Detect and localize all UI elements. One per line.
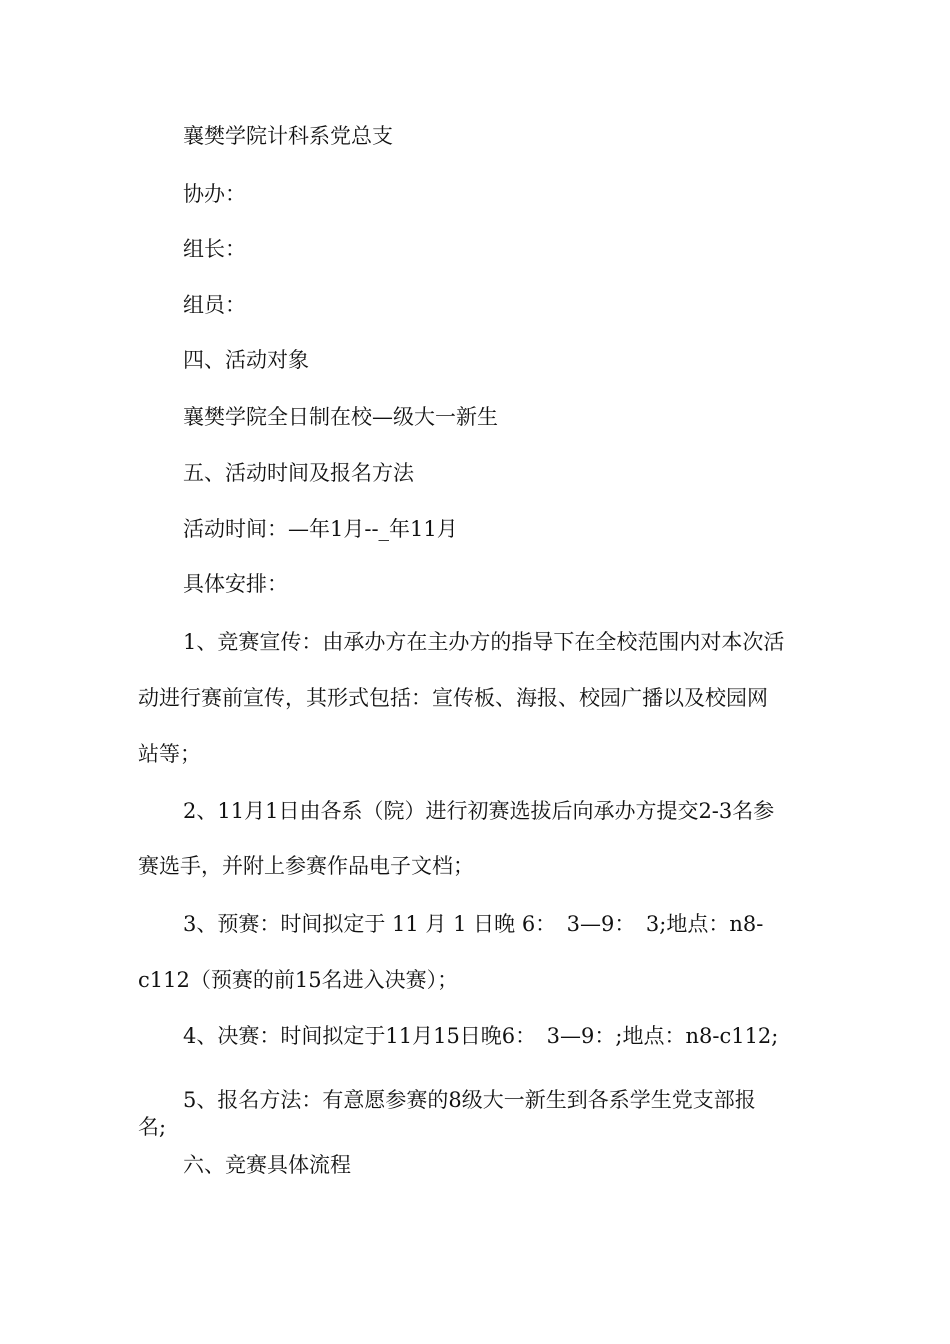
group-leader-line: 组长：	[183, 237, 246, 261]
item-3-line-2: c112（预赛的前15名进入决赛）；	[138, 968, 459, 992]
schedule-label: 具体安排：	[183, 572, 288, 596]
section-4-heading: 四、活动对象	[183, 348, 309, 372]
item-2-line-1: 2、11月1日由各系（院）进行初赛选拔后向承办方提交2-3名参	[183, 799, 775, 823]
organizer-line: 襄樊学院计科系党总支	[183, 124, 393, 148]
section-6-heading: 六、竞赛具体流程	[183, 1153, 351, 1177]
item-1-line-3: 站等；	[138, 742, 201, 766]
target-audience-line: 襄樊学院全日制在校—级大一新生	[183, 405, 498, 429]
activity-time-line: 活动时间：—年1月--_年11月	[183, 517, 458, 541]
item-5-line-2: 名;	[138, 1115, 167, 1139]
item-3-line-1: 3、预赛：时间拟定于 11 月 1 日晚 6： 3—9： 3;地点：n8-	[183, 912, 764, 936]
item-4-line-1: 4、决赛：时间拟定于11月15日晚6： 3—9：;地点：n8-c112;	[183, 1024, 779, 1048]
item-2-line-2: 赛选手，并附上参赛作品电子文档；	[138, 854, 474, 878]
item-1-line-2: 动进行赛前宣传，其形式包括：宣传板、海报、校园广播以及校园网	[138, 686, 768, 710]
group-members-line: 组员：	[183, 293, 246, 317]
item-1-line-1: 1、竞赛宣传：由承办方在主办方的指导下在全校范围内对本次活	[183, 630, 785, 654]
co-organizer-line: 协办：	[183, 182, 246, 206]
item-5-line-1: 5、报名方法：有意愿参赛的8级大一新生到各系学生党支部报	[183, 1088, 756, 1112]
section-5-heading: 五、活动时间及报名方法	[183, 461, 414, 485]
